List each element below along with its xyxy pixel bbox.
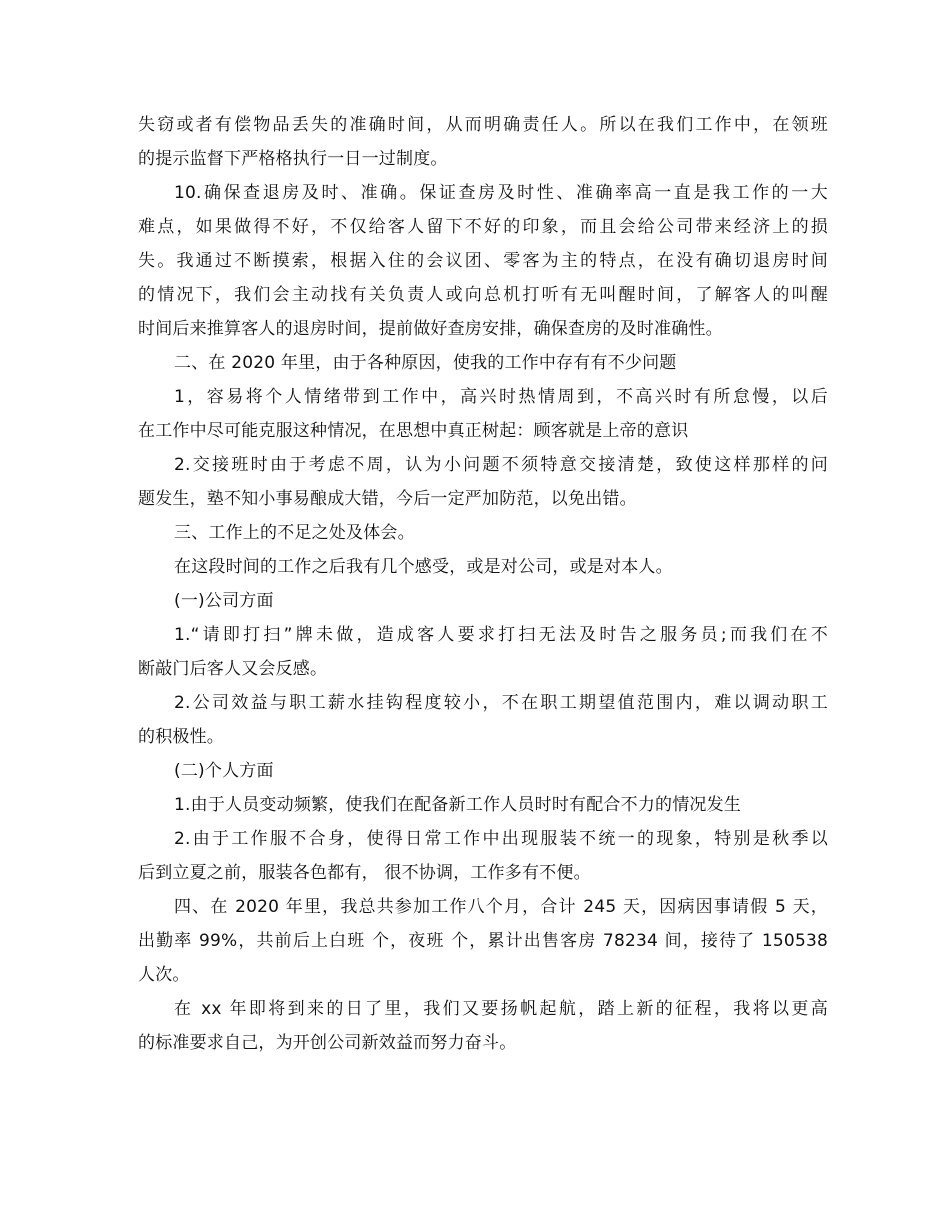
body-line: 10.确保查退房及时、准确。保证查房及时性、准确率高一直是我工作的一大 — [174, 183, 828, 203]
subsection-heading: (二)个人方面 — [174, 761, 274, 781]
body-line: 后到立夏之前，服装各色都有， 很不协调，工作多有不便。 — [138, 863, 591, 883]
body-line: 的情况下，我们会主动找有关负责人或向总机打听有无叫醒时间，了解客人的叫醒 — [138, 285, 828, 305]
subsection-heading: (一)公司方面 — [174, 591, 274, 611]
body-line: 失窃或者有偿物品丢失的准确时间，从而明确责任人。所以在我们工作中，在领班 — [138, 115, 828, 135]
body-line: 1.由于人员变动频繁，使我们在配备新工作人员时时有配合不力的情况发生 — [174, 795, 742, 815]
body-line: 在 xx 年即将到来的日了里，我们又要扬帆起航，踏上新的征程，我将以更高 — [174, 999, 828, 1019]
section-heading: 四、在 2020 年里，我总共参加工作八个月，合计 245 天，因病因事请假 5 天， — [174, 897, 828, 917]
body-line: 2.交接班时由于考虑不周，认为小问题不须特意交接清楚，致使这样那样的问 — [174, 455, 828, 475]
body-line: 在工作中尽可能克服这种情况，在思想中真正树起：顾客就是上帝的意识 — [138, 421, 689, 441]
body-line: 失。我通过不断摸索，根据入住的会议团、零客为主的特点，在没有确切退房时间 — [138, 251, 828, 271]
body-line: 2.公司效益与职工薪水挂钩程度较小，不在职工期望值范围内，难以调动职工 — [174, 693, 828, 713]
body-line: 难点，如果做得不好，不仅给客人留下不好的印象，而且会给公司带来经济上的损 — [138, 217, 828, 237]
body-line: 的标准要求自己，为开创公司新效益而努力奋斗。 — [138, 1033, 517, 1053]
body-line: 题发生，塾不知小事易酿成大错，今后一定严加防范，以免出错。 — [138, 489, 637, 509]
body-line: 断敲门后客人又会反感。 — [138, 659, 328, 679]
section-heading: 三、工作上的不足之处及体会。 — [174, 523, 415, 543]
body-line: 时间后来推算客人的退房时间，提前做好查房安排，确保查房的及时准确性。 — [138, 319, 723, 339]
body-line: 的提示监督下严格格执行一日一过制度。 — [138, 149, 448, 169]
section-heading: 二、在 2020 年里，由于各种原因，使我的工作中存有有不少问题 — [174, 353, 677, 373]
body-line: 人次。 — [138, 965, 190, 985]
body-line: 出勤率 99%，共前后上白班 个，夜班 个，累计出售客房 78234 间，接待了 150538 — [138, 931, 828, 951]
body-line: 1，容易将个人情绪带到工作中，高兴时热情周到，不高兴时有所怠慢，以后 — [174, 387, 828, 407]
body-line: 2.由于工作服不合身，使得日常工作中出现服装不统一的现象，特别是秋季以 — [174, 829, 828, 849]
body-line: 的积极性。 — [138, 727, 224, 747]
body-line: 在这段时间的工作之后我有几个感受，或是对公司，或是对本人。 — [174, 557, 673, 577]
body-line: 1.“请即打扫”牌未做，造成客人要求打扫无法及时告之服务员;而我们在不 — [174, 625, 828, 645]
